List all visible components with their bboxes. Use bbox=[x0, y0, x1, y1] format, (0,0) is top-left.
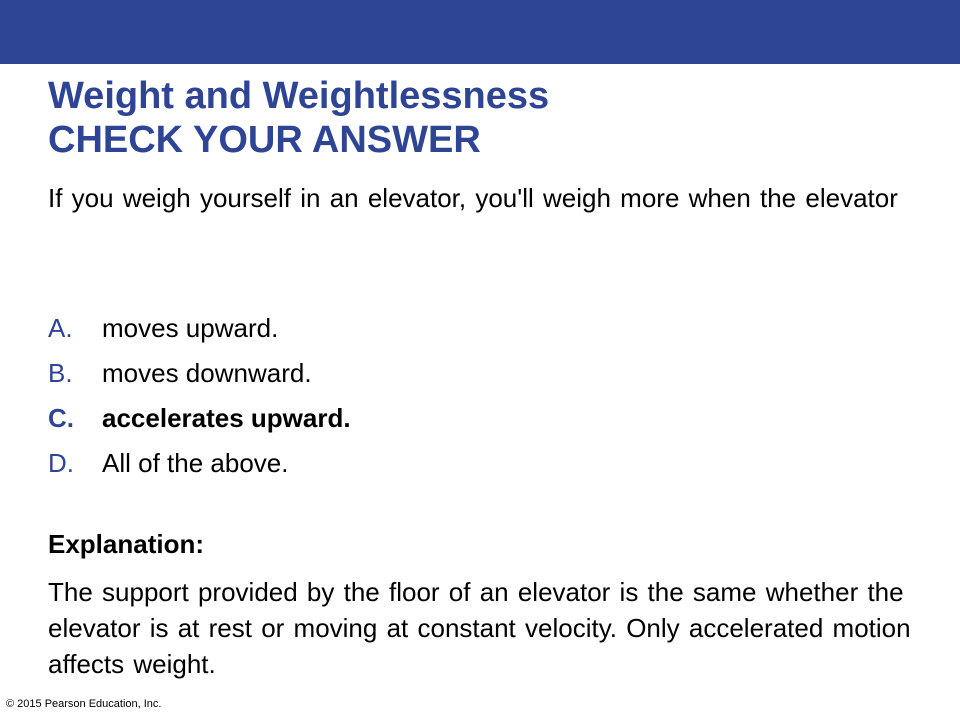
option-d-letter: D. bbox=[48, 448, 74, 478]
option-a bbox=[48, 306, 351, 351]
option-b bbox=[48, 351, 351, 396]
option-b-text: moves downward. bbox=[102, 358, 312, 388]
option-c-text: accelerates upward. bbox=[102, 403, 351, 433]
question-text: If you weigh yourself in an elevator, you'll weigh more when the elevator bbox=[48, 183, 898, 213]
slide-title-topic: Weight and Weightlessness bbox=[48, 75, 550, 117]
slide-title-subtitle: CHECK YOUR ANSWER bbox=[48, 119, 481, 161]
explanation-label: Explanation: bbox=[48, 529, 205, 559]
header-band bbox=[0, 0, 960, 64]
slide-title bbox=[48, 74, 549, 162]
option-a-text: moves upward. bbox=[102, 313, 279, 343]
option-c-letter: C. bbox=[48, 403, 74, 433]
answer-options bbox=[48, 306, 351, 486]
explanation-text: The support provided by the floor of an elevator is the same whether the elevator is at rest or moving at constant velocity. Only accelerated motion affects weight. bbox=[48, 577, 911, 679]
option-d-text: All of the above. bbox=[102, 448, 289, 478]
option-d bbox=[48, 441, 351, 486]
copyright-notice: © 2015 Pearson Education, Inc. bbox=[6, 698, 162, 710]
option-c-correct bbox=[48, 396, 351, 441]
option-b-letter: B. bbox=[48, 358, 73, 388]
option-a-letter: A. bbox=[48, 313, 73, 343]
